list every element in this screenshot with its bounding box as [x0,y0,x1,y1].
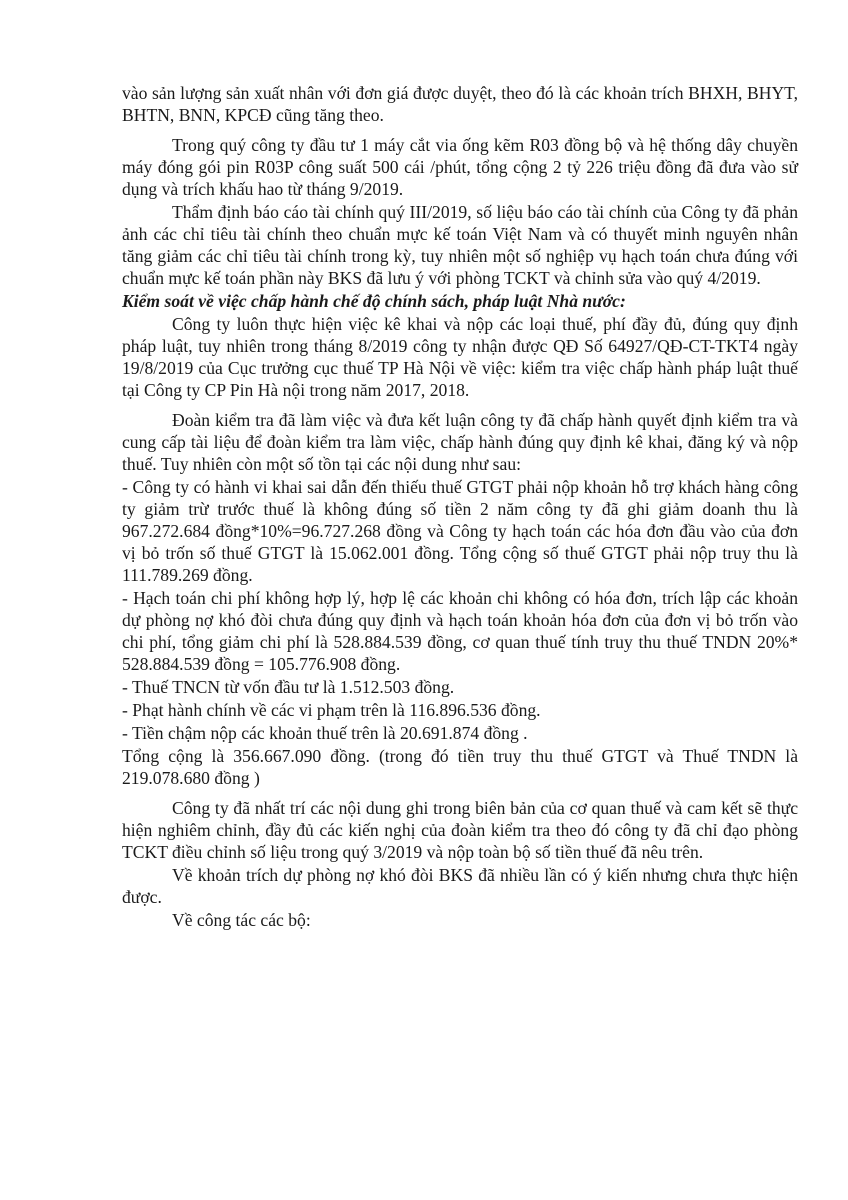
paragraph-bad-debt: Về khoản trích dự phòng nợ khó đòi BKS đã nhiều lần có ý kiến nhưng chưa thực hiện được. [122,865,798,907]
list-item-vat: - Công ty có hành vi khai sai dẫn đến thiếu thuế GTGT phải nộp khoản hỗ trợ khách hàng công ty giảm trừ trước thuế là không đúng số tiền 2 năm công ty đã ghi giảm doanh thu là 967.272.684 đồng*10%=96.727.268 đồng và Công ty hạch toán các hóa đơn đầu vào của đơn vị bỏ trốn số thuế GTGT là 15.062.001 đồng. Tổng cộng số thuế GTGT phải nộp truy thu là 111.789.269 đồng. [122,477,798,585]
paragraph-commitment: Công ty đã nhất trí các nội dung ghi trong biên bản của cơ quan thuế và cam kết sẽ thực hiện nghiêm chỉnh, đầy đủ các kiến nghị của đoàn kiểm tra theo đó công ty đã chỉ đạo phòng TCKT điều chỉnh số liệu trong quý 3/2019 và nộp toàn bộ số tiền thuế đã nêu trên. [122,798,798,862]
paragraph-investment: Trong quý công ty đầu tư 1 máy cắt via ống kẽm R03 đồng bộ và hệ thống dây chuyền máy đóng gói pin R03P công suất 500 cái /phút, tổng cộng 2 tỷ 226 triệu đồng đã đưa vào sử dụng và trích khấu hao từ tháng 9/2019. [122,135,798,199]
paragraph-total: Tổng cộng là 356.667.090 đồng. (trong đó tiền truy thu thuế GTGT và Thuế TNDN là 219.078.680 đồng ) [122,746,798,788]
paragraph-financial-review: Thẩm định báo cáo tài chính quý III/2019, số liệu báo cáo tài chính của Công ty đã phản ảnh các chỉ tiêu tài chính theo chuẩn mực kế toán Việt Nam và có thuyết minh nguyên nhân tăng giảm các chỉ tiêu tài chính trong kỳ, tuy nhiên một số nghiệp vụ hạch toán chưa đúng với chuẩn mực kế toán phần này BKS đã lưu ý với phòng TCKT và chỉnh sửa vào quý 4/2019. [122,202,798,288]
list-item-late-payment: - Tiền chậm nộp các khoản thuế trên là 20.691.874 đồng . [122,723,528,743]
section-heading-compliance: Kiểm soát về việc chấp hành chế độ chính sách, pháp luật Nhà nước: [122,291,626,311]
list-item-cit: - Hạch toán chi phí không hợp lý, hợp lệ các khoản chi không có hóa đơn, trích lập các khoản dự phòng nợ khó đòi chưa đúng quy định và hạch toán khoản hóa đơn của đơn vị bỏ trốn vào chi phí, tổng giảm chi phí là 528.884.539 đồng, cơ quan thuế tính truy thu thuế TNDN 20%* 528.884.539 đồng = 105.776.908 đồng. [122,588,798,674]
paragraph-wage-fund: vào sản lượng sản xuất nhân với đơn giá được duyệt, theo đó là các khoản trích BHXH, BHYT, BHTN, BNN, KPCĐ cũng tăng theo. [122,83,798,125]
paragraph-inspection-result: Đoàn kiểm tra đã làm việc và đưa kết luận công ty đã chấp hành quyết định kiểm tra và cung cấp tài liệu để đoàn kiểm tra làm việc, chấp hành đúng quy định kê khai, đăng ký và nộp thuế. Tuy nhiên còn một số tồn tại các nội dung như sau: [122,410,798,474]
paragraph-tax-declaration: Công ty luôn thực hiện việc kê khai và nộp các loại thuế, phí đầy đủ, đúng quy định pháp luật, tuy nhiên trong tháng 8/2019 công ty nhận được QĐ Số 64927/QĐ-CT-TKT4 ngày 19/8/2019 của Cục trưởng cục thuế TP Hà Nội về việc: kiểm tra việc chấp hành pháp luật thuế tại Công ty CP Pin Hà nội trong năm 2017, 2018. [122,314,798,400]
list-item-penalty: - Phạt hành chính về các vi phạm trên là 116.896.536 đồng. [122,700,541,720]
list-item-pit: - Thuế TNCN từ vốn đầu tư là 1.512.503 đồng. [122,677,455,697]
paragraph-personnel: Về công tác các bộ: [172,910,311,930]
